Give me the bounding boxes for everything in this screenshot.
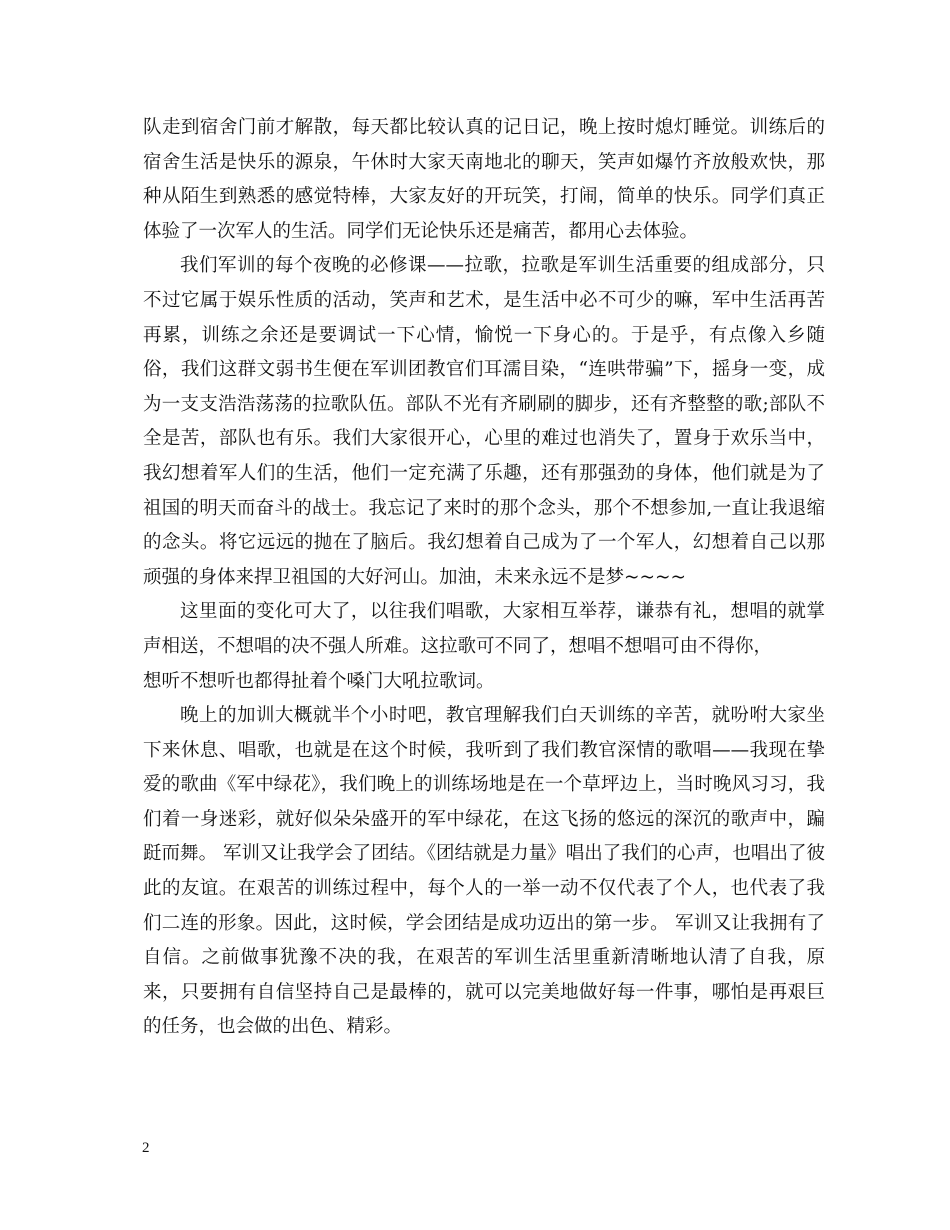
- page-number: 2: [142, 1140, 150, 1156]
- paragraph-evening-training: 晚上的加训大概就半个小时吧，教官理解我们白天训练的辛苦，就吩咐大家坐下来休息、唱歌，也就是在这个时候，我听到了我们教官深情的歌唱——我现在挚爱的歌曲《军中绿花》，我们晚上的训练场地是在一个草坪边上，当时晚风习习，我们着一身迷彩，就好似朵朵盛开的军中绿花，在这飞扬的悠远的深沉的歌声中，蹁跹而舞。 军训又让我学会了团结。《团结就是力量》唱出了我们的心声，也唱出了彼此的友谊。在艰苦的训练过程中，每个人的一举一动不仅代表了个人，也代表了我们二连的形象。因此，这时候，学会团结是成功迈出的第一步。 军训又让我拥有了自信。之前做事犹豫不决的我，在艰苦的军训生活里重新清晰地认清了自我，原来，只要拥有自信坚持自己是最棒的，就可以完美地做好每一件事，哪怕是再艰巨的任务，也会做的出色、精彩。: [143, 705, 825, 1038]
- paragraph-dorm-life: 队走到宿舍门前才解散，每天都比较认真的记日记，晚上按时熄灯睡觉。训练后的宿舍生活是快乐的源泉，午休时大家天南地北的聊天，笑声如爆竹齐放般欢快，那种从陌生到熟悉的感觉特棒，大家友好的开玩笑，打闹，简单的快乐。同学们真正体验了一次军人的生活。同学们无论快乐还是痛苦，都用心去体验。: [143, 117, 825, 242]
- paragraph-singing-contest: 我们军训的每个夜晚的必修课——拉歌，拉歌是军训生活重要的组成部分，只不过它属于娱乐性质的活动，笑声和艺术，是生活中必不可少的嘛，军中生活再苦再累，训练之余还是要调试一下心情，愉悦一下身心的。于是乎，有点像入乡随俗，我们这群文弱书生便在军训团教官们耳濡目染，“连哄带骗”下，摇身一变，成为一支支浩浩荡荡的拉歌队伍。部队不光有齐刷刷的脚步，还有齐整整的歌;部队不全是苦，部队也有乐。我们大家很开心，心里的难过也消失了，置身于欢乐当中，我幻想着军人们的生活，他们一定充满了乐趣，还有那强劲的身体，他们就是为了祖国的明天而奋斗的战士。我忘记了来时的那个念头，那个不想参加,一直让我退缩的念头。将它远远的抛在了脑后。我幻想着自己成为了一个军人，幻想着自己以那顽强的身体来捍卫祖国的大好河山。加油，未来永远不是梦~~~~: [143, 255, 825, 588]
- document-body: [143, 111, 825, 1045]
- paragraph-singing-changes: 这里面的变化可大了，以往我们唱歌，大家相互举荐，谦恭有礼，想唱的就掌声相送，不想唱的决不强人所难。这拉歌可不同了，想唱不想唱可由不得你， 想听不想听也都得扯着个嗓门大吼拉歌词。: [143, 601, 825, 692]
